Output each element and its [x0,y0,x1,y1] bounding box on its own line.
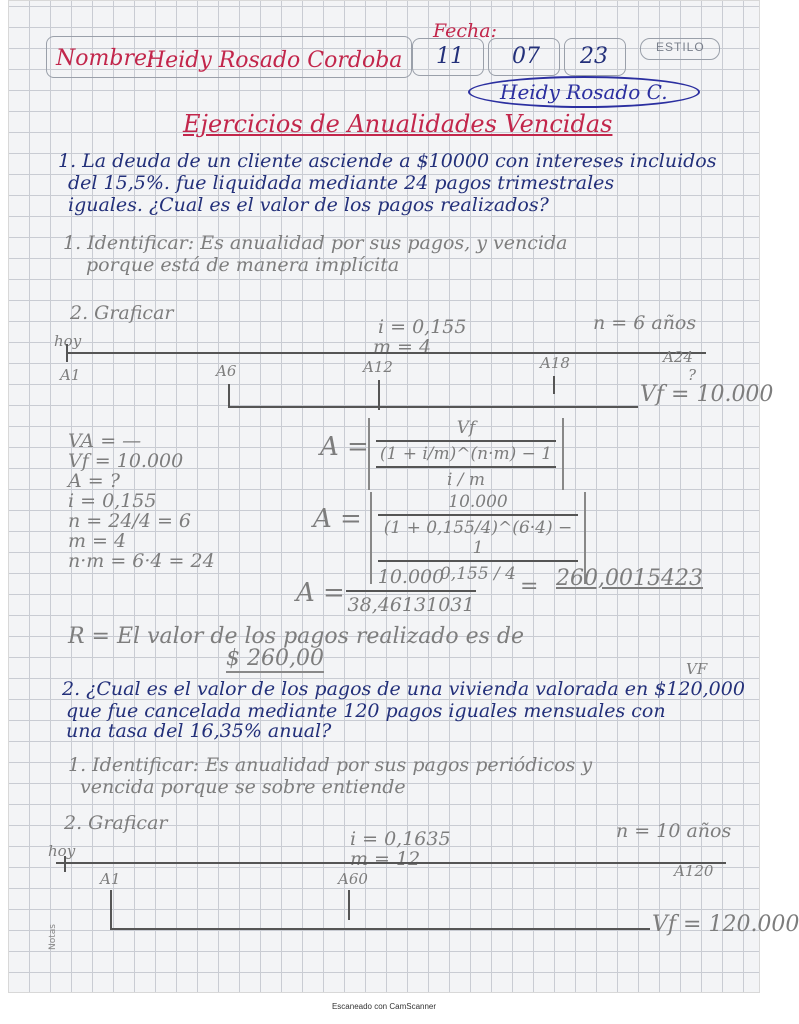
p1-line-1: 1. La deuda de un cliente asciende a $10000 con intereses incluidos [58,150,717,172]
p1-data-a: A = ? [68,470,120,492]
p2-hoy: hoy [48,842,76,860]
f2-numerator: 10.000 [448,492,508,512]
p1-timeline-axis [66,352,706,354]
p1-identify-1: 1. Identificar: Es anualidad por sus pagos, y vencida [63,232,568,254]
p1-tick-0 [66,344,68,362]
f3-lhs: A = [296,578,345,608]
p2-line-3: una tasa del 16,35% anual? [66,720,332,742]
p1-drop-a6 [228,384,230,408]
f1-lhs: A = [320,432,369,462]
f1-denominator-bottom: i / m [446,470,486,490]
p1-data-i: i = 0,155 [68,490,157,512]
p1-graph-heading: 2. Graficar [70,302,174,324]
p2-label-a60: A60 [338,870,368,888]
p1-m-value: m = 4 [373,336,432,358]
p1-i-rate: i = 0,155 [378,316,467,338]
date-month: 07 [512,44,540,69]
f3-fraction [346,566,476,616]
p1-arrow-line [228,406,638,408]
p2-label-a1: A1 [100,870,121,888]
name-value: Heidy Rosado Cordoba [146,48,403,73]
f3-result: 260,0015423 [556,566,703,591]
f1-denominator-top: (1 + i/m)^(n·m) − 1 [379,444,553,464]
p1-data-n: n = 24/4 = 6 [68,510,191,532]
p2-tick-0 [64,856,66,872]
p1-hoy: hoy [54,332,82,350]
p1-question-mark: ? [688,366,697,384]
f1-numerator: Vf [456,418,476,438]
date-year: 23 [580,44,608,69]
p1-data-vf: Vf = 10.000 [68,450,184,472]
p1-line-3: iguales. ¿Cual es el valor de los pagos realizados? [68,194,549,216]
p2-drop-a1 [110,890,112,930]
p1-line-2: del 15,5%. fue liquidada mediante 24 pagos trimestrales [68,172,615,194]
p2-line-2: que fue cancelada mediante 120 pagos iguales mensuales con [66,700,666,722]
p2-future-value: Vf = 120.000 [652,912,799,937]
p1-answer-value: $ 260,00 [226,646,324,671]
p1-drop-a18 [553,376,555,394]
f2-lhs: A = [313,504,362,534]
f3-numerator: 10.000 [377,566,445,588]
f1-fraction [368,418,564,490]
notes-side-label: Notas [48,924,58,950]
p2-graph-heading: 2. Graficar [64,812,168,834]
p2-i-rate: i = 0,1635 [350,828,451,850]
brand-logo: ESTILO [656,40,705,54]
p1-data-m: m = 4 [68,530,127,552]
p1-label-a12: A12 [363,358,393,376]
p1-answer: R = El valor de los pagos realizado es de [68,624,525,649]
f2-denominator-top: (1 + 0,155/4)^(6·4) − 1 [383,518,573,558]
p1-label-a1: A1 [60,366,81,384]
p1-data-nm: n·m = 6·4 = 24 [68,550,215,572]
p2-timeline-axis [56,862,726,864]
p2-label-a120: A120 [674,862,714,880]
p1-identify-2: porque está de manera implícita [86,254,400,276]
scanner-footer: Escaneado con CamScanner [331,1002,437,1011]
p1-n-years: n = 6 años [593,312,697,334]
p2-vf-note: VF [686,660,708,678]
p2-line-1: 2. ¿Cual es el valor de los pagos de una vivienda valorada en $120,000 [62,678,745,700]
p1-label-a24: A24 [663,348,693,366]
p2-identify-1: 1. Identificar: Es anualidad por sus pagos periódicos y [68,754,593,776]
p2-arrow-line [110,928,650,930]
fecha-label: Fecha: [433,20,497,42]
p2-m-value: m = 12 [350,848,421,870]
page-title: Ejercicios de Anualidades Vencidas [183,110,613,138]
p1-data-va: VA = — [68,430,142,452]
f3-denominator: 38,46131031 [347,594,475,616]
signature: Heidy Rosado C. [468,76,700,108]
f3-equals: = [520,574,539,599]
date-day: 11 [436,44,464,69]
name-label: Nombre: [56,46,155,71]
p1-future-value: Vf = 10.000 [640,382,774,407]
p2-n-years: n = 10 años [616,820,732,842]
p1-label-a18: A18 [540,354,570,372]
p1-label-a6: A6 [216,362,237,380]
p2-drop-a60 [348,890,350,920]
f2-denominator-bottom: 0,155 / 4 [439,564,517,584]
notebook-page [8,0,799,993]
p2-identify-2: vencida porque se sobre entiende [80,776,406,798]
